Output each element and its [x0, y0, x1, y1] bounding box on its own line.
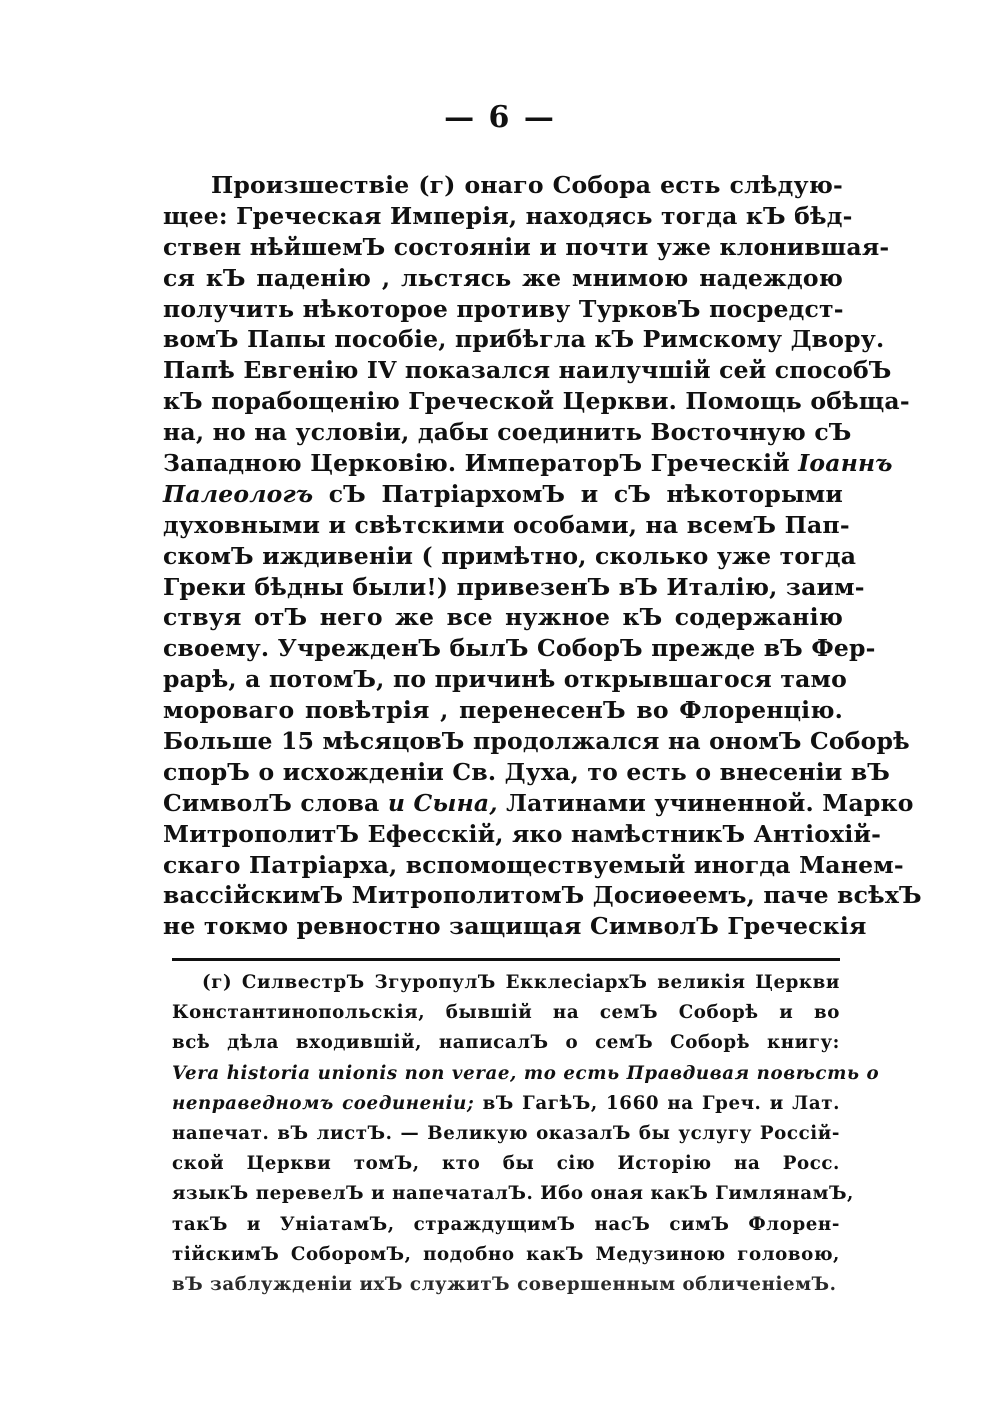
emperor-name: Іоаннъ	[798, 449, 893, 478]
footnote-segment: то есть Правдивая повѣсть о	[523, 1062, 880, 1084]
text-line: Больше 15 мѣсяцовЪ продолжался на ономЪ Соборѣ	[163, 727, 910, 756]
latin-title: Vera historia unionis non verae,	[172, 1062, 517, 1084]
text-line: Произшествіе (г) онаго Собора есть слѣдую-	[211, 171, 843, 199]
text-line: щее: Греческая Имперія, находясь тогда кЪ бѣд-	[163, 201, 853, 230]
text-segment: Латинами учиненной. Марко	[506, 788, 914, 817]
footnote	[172, 968, 880, 1300]
text-line: спорЪ о исхожденіи Св. Духа, то есть о внесеніи вЪ	[163, 757, 891, 786]
footnote-line	[172, 1059, 880, 1089]
footnote-line: такЪ и УніатамЪ, страждущимЪ насЪ симЪ Флорен-	[172, 1213, 840, 1235]
footnote-segment: вЪ ГагѣЪ, 1660 на Греч. и Лат.	[482, 1092, 841, 1114]
text-line: скаго Патріарха, вспомоществуемый иногда Манем-	[163, 850, 904, 879]
footnote-line: языкЪ перевелЪ и напечаталЪ. Ибо оная какЪ ГимлянамЪ,	[172, 1183, 854, 1205]
text-line: ствен нѣйшемЪ состояніи и почти уже клонившая-	[163, 232, 890, 261]
text-line: Греки бѣдны были!) привезенЪ вЪ Италію, заим-	[163, 572, 865, 601]
footnote-line: Константинопольскія, бывшій на семЪ Соборѣ и во	[172, 1002, 840, 1024]
text-line: своему. УчрежденЪ былЪ СоборЪ прежде вЪ Фер-	[163, 634, 876, 663]
text-line: кЪ порабощенію Греческой Церкви. Помощь обѣща-	[163, 387, 910, 416]
text-line: ствуя отЪ него же все нужное кЪ содержанію	[163, 603, 843, 632]
main-body-text	[163, 170, 922, 942]
text-line: Папѣ Евгенію IV показался наилучшій сей способЪ	[163, 356, 892, 385]
filioque-word: и Сына,	[387, 788, 498, 817]
text-line	[163, 448, 893, 479]
footnote-line: всѣ дѣла входившій, написалЪ о семЪ Соборѣ книгу:	[172, 1032, 840, 1054]
text-line: ся кЪ паденію , льстясь же мнимою надеждою	[163, 263, 843, 292]
text-line	[163, 479, 843, 510]
text-line: получить нѣкоторое противу ТурковЪ посредст-	[163, 294, 844, 323]
text-line: вассійскимЪ МитрополитомЪ Досиѳеемъ, паче всѣхЪ	[163, 881, 922, 910]
footnote-line: напечат. вЪ листЪ. — Великую оказалЪ бы услугу Россій-	[172, 1122, 840, 1144]
footnote-line	[172, 1089, 840, 1119]
footnote-line: (г) СилвестрЪ ЗгуропулЪ ЕкклесіархЪ великія Церкви	[202, 972, 840, 993]
text-segment: сЪ ПатріархомЪ и сЪ нѣкоторыми	[328, 479, 843, 508]
page-number: — 6 —	[444, 100, 556, 135]
text-segment: Западною Церковію. ИмператорЪ Греческій	[163, 449, 790, 478]
footnote-line: тійскимЪ СоборомЪ, подобно какЪ Медузиною головою,	[172, 1243, 840, 1265]
text-line: скомЪ иждивеніи ( примѣтно, сколько уже тогда	[163, 541, 857, 570]
text-line: МитрополитЪ Ефесскій, яко намѣстникЪ Антіохій-	[163, 819, 882, 848]
text-line: не токмо ревностно защищая СимволЪ Греческія	[163, 912, 867, 941]
footnote-line: вЪ заблужденіи ихЪ служитЪ совершенным обличеніемЪ.	[172, 1273, 837, 1295]
text-line: духовными и свѣтскими особами, на всемЪ Пап-	[163, 510, 850, 539]
emperor-surname: Палеологъ	[163, 479, 314, 508]
footnote-divider	[172, 958, 840, 961]
text-segment: СимволЪ слова	[163, 788, 380, 817]
footnote-line: ской Церкви томЪ, кто бы сію Исторію на Росс.	[172, 1153, 840, 1175]
footnote-italic: неправедномъ соединеніи;	[172, 1092, 475, 1114]
text-line: на, но на условіи, дабы соединить Восточную сЪ	[163, 418, 852, 447]
text-line: вомЪ Папы пособіе, прибѣгла кЪ Римскому Двору.	[163, 325, 885, 354]
text-line	[163, 788, 914, 819]
text-line: мороваго повѣтрія , перенесенЪ во Флоренцію.	[163, 696, 843, 725]
text-line: рарѣ, а потомЪ, по причинѣ открывшагося тамо	[163, 665, 848, 694]
